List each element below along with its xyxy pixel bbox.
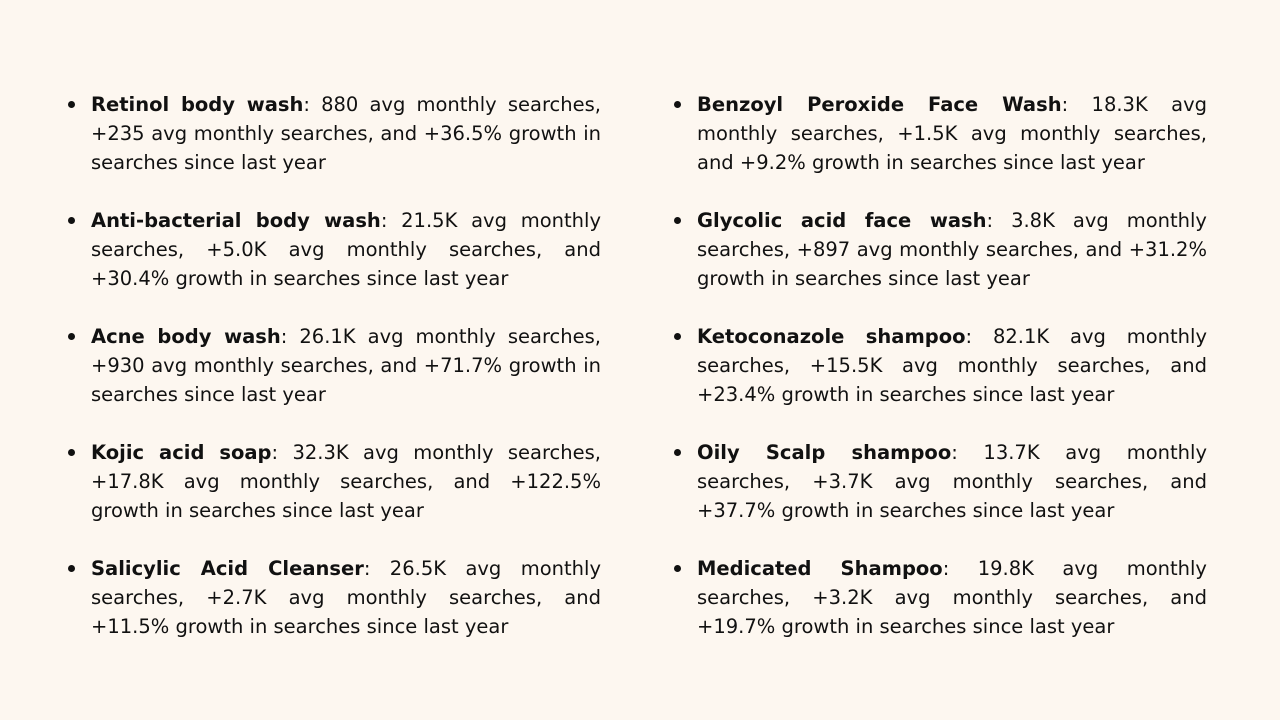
product-name: Medicated Shampoo: [697, 557, 943, 580]
bullet-icon: [674, 449, 681, 456]
list-item-medicated-shampoo: [697, 554, 1207, 641]
product-name: Benzoyl Peroxide Face Wash: [697, 93, 1062, 116]
list-item-salicylic-acid-cleanser: [91, 554, 601, 641]
product-stats: : 3.8K avg monthly searches, +897 avg monthly searches, and +31.2% growth in searches since last year: [697, 209, 1207, 290]
bullet-icon: [674, 333, 681, 340]
list-item-acne-body-wash: [91, 322, 601, 409]
list-item-benzoyl-peroxide-face-wash: [697, 90, 1207, 177]
list-item-oily-scalp-shampoo: [697, 438, 1207, 525]
right-column-list: [697, 90, 1207, 670]
bullet-icon: [68, 449, 75, 456]
product-stats: : 13.7K avg monthly searches, +3.7K avg monthly searches, and +37.7% growth in searches since last year: [697, 441, 1207, 522]
product-stats: : 26.5K avg monthly searches, +2.7K avg monthly searches, and +11.5% growth in searches since last year: [91, 557, 601, 638]
product-name: Anti-bacterial body wash: [91, 209, 381, 232]
left-column-list: [91, 90, 601, 670]
product-name: Acne body wash: [91, 325, 281, 348]
bullet-icon: [68, 333, 75, 340]
product-stats: : 26.1K avg monthly searches, +930 avg monthly searches, and +71.7% growth in searches since last year: [91, 325, 601, 406]
product-name: Glycolic acid face wash: [697, 209, 987, 232]
product-stats: : 19.8K avg monthly searches, +3.2K avg monthly searches, and +19.7% growth in searches since last year: [697, 557, 1207, 638]
bullet-icon: [68, 565, 75, 572]
list-item-kojic-acid-soap: [91, 438, 601, 525]
bullet-icon: [674, 217, 681, 224]
product-stats: : 21.5K avg monthly searches, +5.0K avg monthly searches, and +30.4% growth in searches since last year: [91, 209, 601, 290]
list-item-retinol-body-wash: [91, 90, 601, 177]
list-item-glycolic-acid-face-wash: [697, 206, 1207, 293]
product-stats: : 82.1K avg monthly searches, +15.5K avg monthly searches, and +23.4% growth in searches since last year: [697, 325, 1207, 406]
product-name: Ketoconazole shampoo: [697, 325, 966, 348]
bullet-icon: [68, 101, 75, 108]
product-name: Kojic acid soap: [91, 441, 272, 464]
product-name: Oily Scalp shampoo: [697, 441, 952, 464]
product-name: Salicylic Acid Cleanser: [91, 557, 364, 580]
product-stats: : 32.3K avg monthly searches, +17.8K avg monthly searches, and +122.5% growth in searches since last year: [91, 441, 601, 522]
bullet-icon: [674, 565, 681, 572]
product-stats: : 18.3K avg monthly searches, +1.5K avg monthly searches, and +9.2% growth in searches since last year: [697, 93, 1207, 174]
product-name: Retinol body wash: [91, 93, 304, 116]
product-stats: : 880 avg monthly searches, +235 avg monthly searches, and +36.5% growth in searches since last year: [91, 93, 601, 174]
bullet-icon: [68, 217, 75, 224]
list-item-anti-bacterial-body-wash: [91, 206, 601, 293]
bullet-icon: [674, 101, 681, 108]
list-item-ketoconazole-shampoo: [697, 322, 1207, 409]
